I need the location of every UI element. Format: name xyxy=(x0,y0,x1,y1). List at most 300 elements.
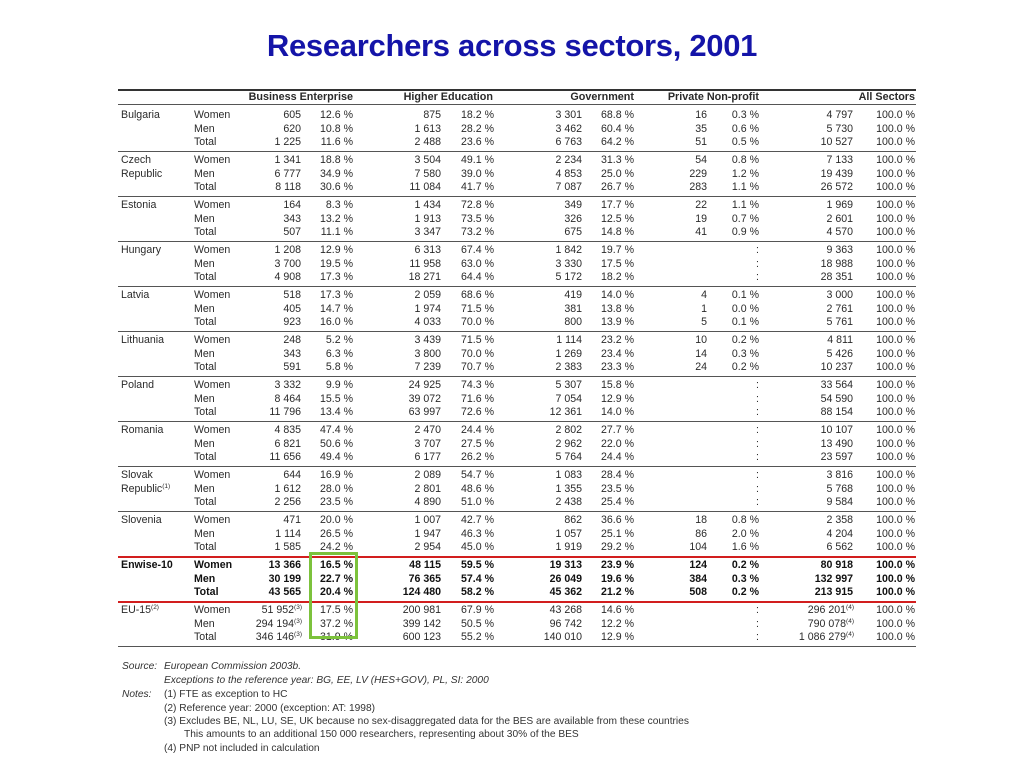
table-cell-be-text: 3 332 xyxy=(274,379,301,391)
table-cell-allp-text: 100.0 % xyxy=(876,316,915,328)
table-cell-pnp xyxy=(732,109,759,123)
table-cell-all xyxy=(826,199,853,213)
table-cell-he-text: 18 271 xyxy=(408,271,441,283)
table-cell-he xyxy=(414,123,441,137)
table-cell-hep-text: 39.0 % xyxy=(461,167,494,180)
table-cell-gv xyxy=(555,271,582,285)
row-type-label xyxy=(194,213,215,227)
table-cell-pn xyxy=(695,213,707,227)
table-cell-be-text: 471 xyxy=(283,514,301,526)
table-cell-he-text: 1 613 xyxy=(414,122,441,135)
table-cell-he xyxy=(414,154,441,168)
table-cell-be xyxy=(269,451,301,465)
table-cell-hep xyxy=(461,181,494,195)
table-cell-pn xyxy=(695,154,707,168)
table-cell-he xyxy=(403,586,441,600)
group-separator xyxy=(118,286,916,287)
table-cell-pn xyxy=(695,226,707,240)
table-cell-hep xyxy=(461,136,494,150)
header-all-sectors: All Sectors xyxy=(858,91,915,103)
table-cell-gv-text: 26 049 xyxy=(549,572,582,585)
table-cell-all-text: 1 969 xyxy=(826,199,853,211)
table-cell-gvp xyxy=(601,379,634,393)
table-cell-pn xyxy=(689,586,707,600)
table-cell-pn-text: 1 xyxy=(701,302,707,315)
table-cell-gvp xyxy=(601,154,634,168)
table-cell-pnp-text: 0.9 % xyxy=(731,226,759,238)
table-cell-gvp-text: 15.8 % xyxy=(601,379,634,391)
table-cell-pnp-text: : xyxy=(756,631,759,643)
table-cell-gv-text: 96 742 xyxy=(549,617,582,630)
table-cell-gvp xyxy=(601,258,634,272)
table-cell-gvp xyxy=(601,406,634,420)
table-cell-allp xyxy=(876,451,915,465)
table-cell-gv-text: 6 763 xyxy=(555,136,582,148)
table-cell-he-text: 3 800 xyxy=(414,347,441,360)
row-type-label xyxy=(194,168,215,182)
table-cell-allp xyxy=(876,379,915,393)
table-cell-gvp-text: 28.4 % xyxy=(601,469,634,481)
table-cell-pnp xyxy=(732,154,759,168)
table-cell-bep-text: 13.4 % xyxy=(320,406,353,418)
table-cell-pn-text: 384 xyxy=(689,572,707,585)
table-cell-allp xyxy=(876,316,915,330)
table-cell-hep-text: 64.4 % xyxy=(461,271,494,283)
table-cell-be-text: 1 225 xyxy=(274,136,301,148)
table-cell-all xyxy=(808,604,854,618)
table-cell-allp-text: 100.0 % xyxy=(876,437,915,450)
table-cell-gv-text: 45 362 xyxy=(549,586,582,598)
row-type-label xyxy=(194,483,215,497)
table-cell-he xyxy=(414,541,441,555)
table-cell-gvp-text: 60.4 % xyxy=(601,122,634,135)
table-cell-hep-text: 55.2 % xyxy=(461,631,494,643)
country-label xyxy=(121,334,164,348)
table-cell-be xyxy=(269,573,301,587)
table-cell-he xyxy=(414,316,441,330)
table-cell-allp-text: 100.0 % xyxy=(876,496,915,508)
table-cell-be xyxy=(274,541,301,555)
table-cell-gv xyxy=(555,361,582,375)
table-cell-gv xyxy=(555,109,582,123)
table-cell-pnp xyxy=(756,406,759,420)
table-cell-hep xyxy=(461,316,494,330)
table-cell-all xyxy=(826,528,853,542)
table-cell-pn xyxy=(695,199,707,213)
table-cell-he-text: 124 480 xyxy=(402,586,441,598)
table-cell-he-text: 4 890 xyxy=(414,496,441,508)
table-cell-all-text: 6 562 xyxy=(826,541,853,553)
table-cell-all xyxy=(821,379,853,393)
table-cell-pn-text: 22 xyxy=(695,199,707,211)
table-cell-hep-text: 18.2 % xyxy=(461,109,494,121)
table-cell-hep-text: 50.5 % xyxy=(461,617,494,630)
table-cell-all-text: 19 439 xyxy=(820,167,853,180)
table-cell-bep-text: 6.3 % xyxy=(325,347,353,360)
table-cell-bep xyxy=(320,244,353,258)
row-type-label xyxy=(194,303,215,317)
row-type-label-text: Total xyxy=(194,361,217,373)
country-label-line2 xyxy=(121,483,170,497)
table-cell-hep-text: 72.8 % xyxy=(461,199,494,211)
table-cell-gv xyxy=(564,226,582,240)
table-cell-hep-text: 28.2 % xyxy=(461,122,494,135)
table-cell-bep-text: 23.5 % xyxy=(320,496,353,508)
table-cell-all-text: 10 107 xyxy=(820,424,853,436)
table-cell-bep-text: 47.4 % xyxy=(320,424,353,436)
table-cell-hep-text: 48.6 % xyxy=(461,482,494,495)
table-cell-pn-text: 16 xyxy=(695,109,707,121)
table-cell-gv xyxy=(555,244,582,258)
table-cell-allp-text: 100.0 % xyxy=(876,244,915,256)
row-type-label-text: Women xyxy=(194,424,231,436)
table-cell-he-text: 63 997 xyxy=(408,406,441,418)
table-cell-all-text: 23 597 xyxy=(820,451,853,463)
table-cell-pnp-text: 0.2 % xyxy=(731,334,759,346)
table-cell-he-text: 2 801 xyxy=(414,482,441,495)
table-cell-pnp-text: 0.3 % xyxy=(731,572,759,585)
note-4: (4) PNP not included in calculation xyxy=(164,743,320,754)
table-cell-pnp xyxy=(732,586,759,600)
table-cell-hep xyxy=(461,573,494,587)
table-cell-pn-text: 229 xyxy=(689,167,707,180)
table-cell-pnp-text: 0.3 % xyxy=(731,347,759,360)
table-cell-gv xyxy=(555,541,582,555)
table-cell-allp-text: 100.0 % xyxy=(876,586,915,598)
table-cell-gvp-text: 13.9 % xyxy=(601,316,634,328)
header-higher-education: Higher Education xyxy=(403,91,493,103)
row-type-label xyxy=(194,199,230,213)
table-cell-bep-text: 16.0 % xyxy=(320,316,353,328)
table-cell-be xyxy=(274,483,301,497)
table-cell-gv-text: 419 xyxy=(564,289,582,301)
table-cell-gv xyxy=(564,514,582,528)
table-cell-bep-text: 8.3 % xyxy=(325,199,353,211)
table-cell-gvp xyxy=(601,303,634,317)
table-cell-pnp xyxy=(756,258,759,272)
table-cell-he xyxy=(414,438,441,452)
table-cell-all-text: 2 358 xyxy=(826,514,853,526)
table-cell-pn-text: 508 xyxy=(689,586,707,598)
table-cell-he xyxy=(414,496,441,510)
row-type-label xyxy=(194,631,216,645)
table-cell-hep-text: 71.5 % xyxy=(461,334,494,346)
row-type-label xyxy=(194,109,230,123)
table-cell-all xyxy=(826,109,853,123)
table-cell-all xyxy=(821,181,853,195)
table-cell-all-text: 2 761 xyxy=(826,302,853,315)
table-cell-he-text: 2 954 xyxy=(414,541,441,553)
header-private-non-profit: Private Non-profit xyxy=(667,91,759,103)
note-2: (2) Reference year: 2000 (exception: AT: 1998) xyxy=(164,703,376,714)
table-cell-allp-text: 100.0 % xyxy=(876,482,915,495)
table-cell-all xyxy=(821,271,853,285)
table-cell-gv xyxy=(555,438,582,452)
table-cell-pnp xyxy=(756,469,759,483)
table-cell-gv-text: 2 438 xyxy=(555,496,582,508)
table-cell-allp-text: 100.0 % xyxy=(876,347,915,360)
table-cell-pn xyxy=(695,334,707,348)
table-cell-bep-text: 34.9 % xyxy=(320,167,353,180)
table-cell-bep-text: 9.9 % xyxy=(325,379,353,391)
table-cell-gvp xyxy=(601,271,634,285)
table-cell-pn-text: 14 xyxy=(695,347,707,360)
table-cell-pnp-text: 1.2 % xyxy=(731,167,759,180)
table-cell-bep-text: 16.9 % xyxy=(320,469,353,481)
row-type-label-text: Men xyxy=(194,257,215,270)
table-cell-be xyxy=(274,393,301,407)
table-cell-pnp-text: : xyxy=(756,496,759,508)
table-cell-bep xyxy=(320,289,353,303)
country-label xyxy=(121,154,151,168)
table-cell-hep xyxy=(461,168,494,182)
table-cell-bep xyxy=(320,168,353,182)
row-type-label xyxy=(194,586,219,600)
table-cell-allp xyxy=(876,496,915,510)
table-cell-he-text: 399 142 xyxy=(402,617,441,630)
table-cell-gvp xyxy=(601,496,634,510)
table-cell-hep xyxy=(461,289,494,303)
table-cell-pnp xyxy=(756,483,759,497)
table-cell-bep xyxy=(320,154,353,168)
row-type-label xyxy=(194,618,215,632)
table-cell-gvp-text: 14.6 % xyxy=(601,604,634,616)
table-cell-he xyxy=(423,109,441,123)
table-cell-hep xyxy=(461,303,494,317)
table-cell-all-text: 28 351 xyxy=(820,271,853,283)
table-cell-pn-text: 4 xyxy=(701,289,707,301)
table-cell-bep xyxy=(320,528,353,542)
row-type-label-text: Men xyxy=(194,437,215,450)
row-type-label xyxy=(194,469,230,483)
highlight-box xyxy=(309,552,358,639)
table-cell-be xyxy=(283,109,301,123)
table-cell-all-text: 88 154 xyxy=(820,406,853,418)
table-cell-be xyxy=(274,496,301,510)
country-label-line2-text: Republic xyxy=(121,482,163,495)
table-cell-allp xyxy=(876,136,915,150)
table-cell-be-text: 923 xyxy=(283,316,301,328)
table-cell-be-text: 346 146 xyxy=(255,631,295,643)
table-cell-pnp-text: 0.2 % xyxy=(731,361,759,373)
table-cell-hep xyxy=(461,586,494,600)
row-type-label-text: Total xyxy=(194,631,217,643)
table-cell-pn-text: 41 xyxy=(695,226,707,238)
table-cell-hep-text: 49.1 % xyxy=(461,154,494,166)
table-cell-pn xyxy=(695,514,707,528)
table-cell-allp-text: 100.0 % xyxy=(876,181,915,193)
table-cell-hep-text: 67.4 % xyxy=(461,244,494,256)
table-cell-gvp xyxy=(601,438,634,452)
row-type-label xyxy=(194,258,215,272)
row-type-label xyxy=(194,393,215,407)
table-cell-gvp xyxy=(601,244,634,258)
table-cell-pn xyxy=(695,109,707,123)
table-cell-pn xyxy=(701,303,707,317)
table-cell-he xyxy=(409,379,441,393)
table-cell-allp xyxy=(876,289,915,303)
table-cell-be xyxy=(283,303,301,317)
table-cell-hep-text: 71.6 % xyxy=(461,392,494,405)
table-cell-allp xyxy=(876,514,915,528)
table-cell-all-text: 132 997 xyxy=(814,572,853,585)
row-type-label xyxy=(194,514,230,528)
table-cell-be xyxy=(274,438,301,452)
table-cell-gv-text: 326 xyxy=(564,212,582,225)
table-cell-gv-text: 675 xyxy=(564,226,582,238)
table-cell-gvp-text: 12.5 % xyxy=(601,212,634,225)
table-cell-gv-text: 5 307 xyxy=(555,379,582,391)
table-cell-gv xyxy=(555,496,582,510)
table-cell-gvp xyxy=(601,123,634,137)
table-cell-bep-text: 20.0 % xyxy=(320,514,353,526)
table-cell-bep-text: 50.6 % xyxy=(320,437,353,450)
row-type-label xyxy=(194,451,216,465)
table-cell-be xyxy=(269,406,301,420)
table-cell-allp-text: 100.0 % xyxy=(876,199,915,211)
table-cell-hep-text: 42.7 % xyxy=(461,514,494,526)
table-cell-pnp xyxy=(756,271,759,285)
table-cell-allp xyxy=(876,199,915,213)
table-cell-pn-text: 124 xyxy=(689,559,707,571)
table-cell-all xyxy=(826,483,853,497)
group-separator xyxy=(118,601,916,603)
row-type-label-text: Women xyxy=(194,244,231,256)
table-cell-allp-text: 100.0 % xyxy=(876,541,915,553)
table-cell-bep-text: 22.7 % xyxy=(320,572,353,585)
table-cell-hep-text: 58.2 % xyxy=(461,586,494,598)
table-cell-pnp-text: : xyxy=(756,244,759,256)
table-cell-hep-text: 67.9 % xyxy=(461,604,494,616)
table-cell-hep xyxy=(461,123,494,137)
table-cell-pnp-text: 0.5 % xyxy=(731,136,759,148)
table-cell-allp xyxy=(876,618,915,632)
row-type-label xyxy=(194,348,215,362)
table-cell-he xyxy=(414,451,441,465)
table-cell-pnp xyxy=(732,199,759,213)
table-cell-pn-text: 5 xyxy=(701,316,707,328)
table-cell-bep-text: 26.5 % xyxy=(320,527,353,540)
table-cell-bep xyxy=(320,316,353,330)
table-cell-be xyxy=(274,154,301,168)
table-cell-all xyxy=(826,226,853,240)
table-cell-all-text: 2 601 xyxy=(826,212,853,225)
table-cell-allp xyxy=(876,393,915,407)
table-cell-hep xyxy=(461,604,494,618)
table-cell-bep xyxy=(320,514,353,528)
table-cell-bep xyxy=(321,226,353,240)
table-cell-pn xyxy=(695,361,707,375)
table-cell-gv-text: 800 xyxy=(564,316,582,328)
table-cell-all xyxy=(821,451,853,465)
table-cell-all xyxy=(826,348,853,362)
table-cell-all-text: 1 086 279 xyxy=(798,631,847,643)
table-cell-allp-text: 100.0 % xyxy=(876,226,915,238)
table-cell-pn xyxy=(701,316,707,330)
table-cell-bep xyxy=(320,271,353,285)
table-cell-be-text: 591 xyxy=(283,361,301,373)
row-type-label xyxy=(194,559,232,573)
table-cell-gvp xyxy=(601,424,634,438)
table-cell-be xyxy=(269,559,301,573)
table-cell-be-text: 605 xyxy=(283,109,301,121)
table-cell-gvp xyxy=(601,618,634,632)
table-cell-pnp-text: 0.1 % xyxy=(731,289,759,301)
table-cell-pnp xyxy=(732,348,759,362)
table-cell-hep-text: 23.6 % xyxy=(461,136,494,148)
table-cell-pnp-text: 0.7 % xyxy=(731,212,759,225)
table-cell-allp-text: 100.0 % xyxy=(876,631,915,643)
table-cell-pnp xyxy=(756,631,759,645)
source-text: European Commission 2003b. xyxy=(164,661,302,672)
table-cell-gvp-text: 12.2 % xyxy=(601,617,634,630)
table-cell-be xyxy=(274,168,301,182)
row-type-label-text: Women xyxy=(194,289,231,301)
table-cell-pnp xyxy=(732,181,759,195)
group-separator xyxy=(118,556,916,558)
row-type-label xyxy=(194,438,215,452)
table-cell-bep-text: 11.6 % xyxy=(320,136,353,148)
row-type-label-text: Men xyxy=(194,302,215,315)
table-cell-gv xyxy=(550,604,582,618)
table-cell-gvp-text: 21.2 % xyxy=(601,586,634,598)
table-cell-be-text: 2 256 xyxy=(274,496,301,508)
table-cell-hep xyxy=(461,424,494,438)
table-cell-bep xyxy=(320,123,353,137)
header-business-enterprise: Business Enterprise xyxy=(248,91,353,103)
table-cell-hep-text: 54.7 % xyxy=(461,469,494,481)
table-cell-gvp xyxy=(601,109,634,123)
table-cell-bep-text: 11.1 % xyxy=(320,226,353,238)
table-cell-gv-text: 5 172 xyxy=(555,271,582,283)
table-cell-he xyxy=(414,168,441,182)
table-cell-be-text: 43 565 xyxy=(268,586,301,598)
table-cell-gvp-text: 64.2 % xyxy=(601,136,634,148)
table-cell-bep xyxy=(320,469,353,483)
table-cell-all-text: 33 564 xyxy=(820,379,853,391)
table-cell-pnp-text: : xyxy=(756,271,759,283)
table-cell-allp xyxy=(876,244,915,258)
table-cell-be xyxy=(283,514,301,528)
table-cell-gv-text: 4 853 xyxy=(555,167,582,180)
table-cell-gv-text: 3 330 xyxy=(555,257,582,270)
table-cell-gv-text: 1 083 xyxy=(555,469,582,481)
table-cell-gvp-text: 27.7 % xyxy=(601,424,634,436)
row-type-label-text: Total xyxy=(194,586,219,598)
table-cell-allp-text: 100.0 % xyxy=(876,271,915,283)
table-cell-gv-text: 12 361 xyxy=(549,406,582,418)
row-type-label-text: Women xyxy=(194,154,231,166)
table-cell-gvp-text: 23.2 % xyxy=(601,334,634,346)
country-label xyxy=(121,424,163,438)
table-cell-pnp-text: 1.1 % xyxy=(731,199,759,211)
table-cell-gv xyxy=(550,586,582,600)
table-cell-all-text: 9 363 xyxy=(826,244,853,256)
country-label xyxy=(121,604,159,618)
table-cell-hep xyxy=(461,469,494,483)
table-cell-bep-text: 30.6 % xyxy=(320,181,353,193)
table-cell-pn xyxy=(689,541,707,555)
table-cell-gvp-text: 14.0 % xyxy=(601,289,634,301)
table-cell-bep xyxy=(326,334,353,348)
table-cell-allp xyxy=(876,528,915,542)
table-cell-bep-text: 15.5 % xyxy=(320,392,353,405)
table-cell-gv-text: 3 301 xyxy=(555,109,582,121)
country-label-text: Poland xyxy=(121,379,154,391)
table-cell-allp-text: 100.0 % xyxy=(876,572,915,585)
table-cell-he-text: 2 059 xyxy=(414,289,441,301)
table-cell-all-text: 296 201 xyxy=(807,604,847,616)
